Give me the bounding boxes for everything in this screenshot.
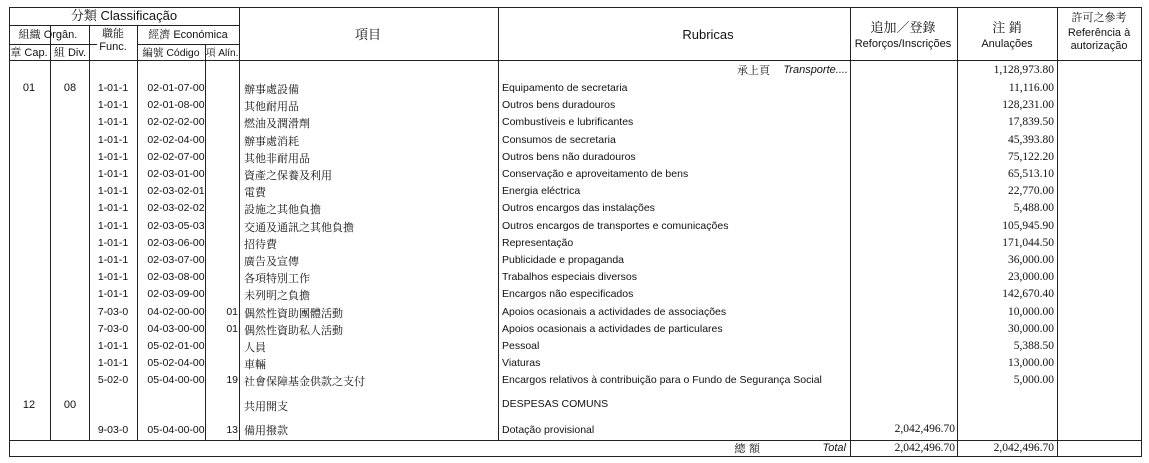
row-codigo: 04-02-00-00 [147, 306, 205, 318]
row-anulacoes: 5,388.50 [1013, 340, 1054, 352]
row-codigo: 05-02-01-00 [147, 340, 205, 352]
row-codigo: 02-01-08-00 [147, 99, 205, 111]
subheader-divider [9, 44, 97, 45]
row-func: 1-01-1 [97, 288, 129, 300]
row-label-zh: 辦事處設備 [244, 83, 299, 96]
classificacao-divider [9, 25, 239, 26]
row-label-zh: 各項特別工作 [244, 272, 310, 285]
row-func: 1-01-1 [97, 271, 129, 283]
row-anulacoes: 23,000.00 [1008, 271, 1054, 283]
row-codigo: 02-02-04-00 [147, 134, 205, 146]
group2-div: 00 [63, 399, 77, 411]
row-codigo: 02-03-05-03 [147, 220, 205, 232]
row-func: 7-03-0 [97, 323, 129, 335]
group2-label-zh: 共用開支 [244, 400, 288, 413]
row-label-zh: 偶然性資助團體活動 [244, 307, 343, 320]
row-label-zh: 廣告及宣傳 [244, 255, 299, 268]
row-func: 1-01-1 [97, 116, 129, 128]
header-referencia-zh: 許可之參考 [1071, 12, 1127, 24]
row-codigo: 02-03-06-00 [147, 237, 205, 249]
row-label-zh: 社會保障基金供款之支付 [244, 375, 365, 388]
col-border [50, 25, 51, 440]
row-label-zh: 未列明之負擔 [244, 289, 310, 302]
row-func: 5-02-0 [97, 374, 129, 386]
group2-cap: 12 [22, 399, 36, 411]
row-label-pt: Outros bens duradouros [502, 99, 616, 111]
row-label-pt: Combustíveis e lubrificantes [502, 116, 634, 128]
row-anulacoes: 17,839.50 [1008, 116, 1054, 128]
row-anulacoes: 142,670.40 [1002, 288, 1054, 300]
header-funcional: Func. [99, 41, 127, 53]
row-anulacoes: 128,231.00 [1002, 99, 1054, 111]
row-codigo: 02-03-02-01 [147, 185, 205, 197]
row-func: 1-01-1 [97, 220, 129, 232]
row-label-zh: 車輛 [244, 358, 266, 371]
header-cap: 章 Cap. [10, 47, 48, 59]
row-anulacoes: 10,000.00 [1008, 306, 1054, 318]
row-label-pt: Publicidade e propaganda [502, 254, 625, 266]
header-anulacoes: Anulações [981, 38, 1033, 50]
col-border [137, 25, 138, 440]
row-func: 1-01-1 [97, 168, 129, 180]
row-codigo: 02-02-02-00 [147, 116, 205, 128]
row-anulacoes: 105,945.90 [1002, 220, 1054, 232]
row-label-pt: Encargos não especificados [502, 288, 634, 300]
row-anulacoes: 171,044.50 [1002, 237, 1054, 249]
header-anulacoes-zh: 注 銷 [992, 20, 1022, 35]
total-top-border [9, 440, 1141, 441]
row-label-zh: 其他耐用品 [244, 100, 299, 113]
transport-label: Transporte.... [783, 64, 848, 76]
group2-codigo: 05-04-00-00 [147, 424, 205, 436]
row-func: 7-03-0 [97, 306, 129, 318]
row-codigo: 05-04-00-00 [147, 374, 205, 386]
row-func: 1-01-1 [97, 151, 129, 163]
table-bottom-border [9, 456, 1141, 457]
row-alinea: 19 [226, 374, 238, 386]
header-item-zh: 項目 [354, 27, 382, 42]
group2-row-zh: 備用撥款 [244, 424, 288, 437]
row-anulacoes: 75,122.20 [1008, 151, 1054, 163]
row-codigo: 02-03-09-00 [147, 288, 205, 300]
row-anulacoes: 22,770.00 [1008, 185, 1054, 197]
table-top-border [9, 7, 1141, 8]
col-border [239, 7, 240, 440]
row-func: 1-01-1 [97, 340, 129, 352]
header-classificacao: 分類 Classificação [70, 8, 178, 23]
header-reforcos-zh: 追加／登錄 [870, 20, 936, 35]
header-reforcos: Reforços/Inscrições [854, 38, 952, 50]
group2-row-pt: Dotação provisional [502, 424, 595, 436]
row-label-pt: Equipamento de secretaria [502, 82, 628, 94]
row-func: 1-01-1 [97, 357, 129, 369]
group2-row-reforcos: 2,042,496.70 [894, 423, 955, 435]
total-reforcos: 2,042,496.70 [894, 442, 955, 454]
row-label-pt: Representação [502, 237, 574, 249]
row-label-pt: Consumos de secretaria [502, 134, 616, 146]
row-codigo: 02-02-07-00 [147, 151, 205, 163]
header-referencia-2: autorização [1070, 40, 1128, 52]
row-codigo: 02-03-01-00 [147, 168, 205, 180]
row-label-zh: 人員 [244, 341, 266, 354]
row-anulacoes: 36,000.00 [1008, 254, 1054, 266]
header-organica: 組織 Orgân. [18, 29, 78, 41]
group1-cap: 01 [22, 82, 36, 94]
row-anulacoes: 11,116.00 [1008, 82, 1054, 94]
group2-label: DESPESAS COMUNS [502, 398, 609, 410]
row-alinea: 01 [226, 323, 238, 335]
row-func: 1-01-1 [97, 202, 129, 214]
row-label-zh: 電費 [244, 186, 266, 199]
row-label-zh: 燃油及潤滑劑 [244, 117, 310, 130]
row-label-zh: 辦事處消耗 [244, 135, 299, 148]
row-codigo: 02-03-08-00 [147, 271, 205, 283]
row-func: 1-01-1 [97, 254, 129, 266]
group2-alinea: 13 [226, 424, 238, 436]
row-label-zh: 設施之其他負擔 [244, 203, 321, 216]
row-label-pt: Apoios ocasionais a actividades de particulares [502, 323, 723, 335]
row-codigo: 05-02-04-00 [147, 357, 205, 369]
row-codigo: 02-03-07-00 [147, 254, 205, 266]
row-codigo: 02-01-07-00 [147, 82, 205, 94]
row-func: 1-01-1 [97, 237, 129, 249]
row-label-pt: Viaturas [502, 357, 541, 369]
row-label-pt: Outros bens não duradouros [502, 151, 636, 163]
row-func: 1-01-1 [97, 82, 129, 94]
col-border [9, 7, 10, 457]
row-label-pt: Encargos relativos à contribuição para o Fundo de Segurança Social [502, 374, 822, 386]
col-border [850, 7, 851, 457]
row-label-zh: 招待費 [244, 238, 277, 251]
col-border [957, 7, 958, 457]
total-anulacoes: 2,042,496.70 [993, 442, 1054, 454]
header-funcional-zh: 職能 [102, 28, 124, 40]
col-border [1141, 7, 1142, 457]
row-label-zh: 偶然性資助私人活動 [244, 324, 343, 337]
total-label-zh: 總 額 [734, 442, 760, 455]
header-rubricas: Rubricas [682, 27, 734, 42]
row-anulacoes: 13,000.00 [1008, 357, 1054, 369]
row-anulacoes: 5,488.00 [1013, 202, 1054, 214]
transport-label-zh: 承上頁 [737, 64, 770, 77]
header-referencia-1: Referência à [1067, 27, 1131, 39]
header-bottom-border [9, 60, 1141, 61]
row-label-pt: Outros encargos de transportes e comunicações [502, 220, 729, 232]
row-func: 1-01-1 [97, 99, 129, 111]
transport-anulacoes: 1,128,973.80 [993, 64, 1054, 76]
col-border [89, 25, 90, 440]
row-alinea: 01 [226, 306, 238, 318]
row-func: 1-01-1 [97, 134, 129, 146]
col-border [205, 44, 206, 440]
col-border [1057, 7, 1058, 457]
row-anulacoes: 65,513.10 [1008, 168, 1054, 180]
row-label-pt: Outros encargos das instalações [502, 202, 655, 214]
row-label-pt: Apoios ocasionais a actividades de associações [502, 306, 727, 318]
row-label-pt: Trabalhos especiais diversos [502, 271, 638, 283]
header-alinea: 項 Alín. [205, 48, 239, 59]
row-label-pt: Energia eléctrica [502, 185, 581, 197]
row-label-zh: 其他非耐用品 [244, 152, 310, 165]
row-codigo: 02-03-02-02 [147, 202, 205, 214]
row-label-pt: Pessoal [502, 340, 540, 352]
row-anulacoes: 45,393.80 [1008, 134, 1054, 146]
subheader-divider [137, 44, 239, 45]
row-label-zh: 資產之保養及利用 [244, 169, 332, 182]
row-anulacoes: 30,000.00 [1008, 323, 1054, 335]
col-border [498, 7, 499, 440]
group1-div: 08 [63, 82, 77, 94]
row-anulacoes: 5,000.00 [1013, 374, 1054, 386]
row-label-zh: 交通及通訊之其他負擔 [244, 221, 354, 234]
header-codigo: 編號 Código [142, 47, 200, 59]
row-codigo: 04-03-00-00 [147, 323, 205, 335]
total-label: Total [822, 442, 846, 454]
header-economica: 經濟 Económica [148, 29, 228, 41]
row-func: 1-01-1 [97, 185, 129, 197]
header-div: 組 Div. [53, 47, 87, 59]
row-label-pt: Conservação e aproveitamento de bens [502, 168, 689, 180]
group2-func: 9-03-0 [97, 424, 129, 436]
